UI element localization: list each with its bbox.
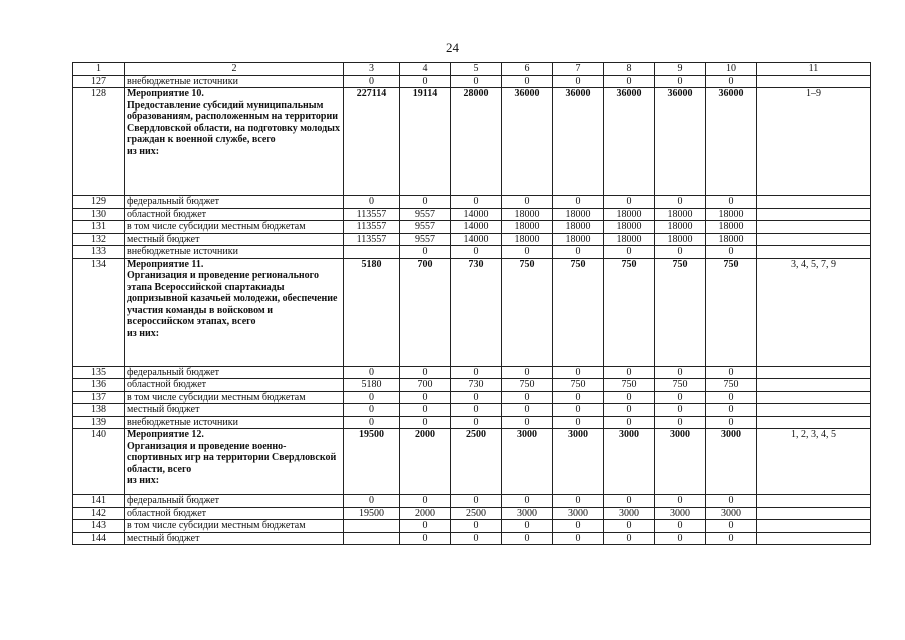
value-cell: 0 bbox=[344, 495, 400, 508]
value-cell: 730 bbox=[451, 258, 502, 366]
row-number-cell: 127 bbox=[73, 75, 125, 88]
value-cell: 0 bbox=[451, 366, 502, 379]
row-name-cell: федеральный бюджет bbox=[125, 196, 344, 209]
value-cell: 19500 bbox=[344, 429, 400, 495]
value-cell: 0 bbox=[400, 416, 451, 429]
value-cell: 36000 bbox=[502, 88, 553, 196]
value-cell: 730 bbox=[451, 379, 502, 392]
row-name-cell: Мероприятие 12. Организация и проведение военно-спортивных игр на территории Свердловской области, всего из них: bbox=[125, 429, 344, 495]
value-cell: 0 bbox=[502, 391, 553, 404]
value-cell: 0 bbox=[655, 366, 706, 379]
target-ref-cell: 1, 2, 3, 4, 5 bbox=[757, 429, 871, 495]
target-ref-cell bbox=[757, 75, 871, 88]
value-cell: 0 bbox=[604, 520, 655, 533]
row-name-cell: местный бюджет bbox=[125, 532, 344, 545]
value-cell: 0 bbox=[706, 404, 757, 417]
table-row bbox=[73, 429, 871, 495]
table-row bbox=[73, 391, 871, 404]
table-row bbox=[73, 233, 871, 246]
value-cell: 0 bbox=[604, 404, 655, 417]
value-cell: 0 bbox=[553, 532, 604, 545]
value-cell: 0 bbox=[604, 532, 655, 545]
value-cell: 0 bbox=[502, 75, 553, 88]
value-cell: 750 bbox=[502, 379, 553, 392]
value-cell: 14000 bbox=[451, 233, 502, 246]
table-row bbox=[73, 532, 871, 545]
column-header: 9 bbox=[655, 63, 706, 76]
value-cell: 36000 bbox=[553, 88, 604, 196]
value-cell: 18000 bbox=[655, 233, 706, 246]
value-cell: 3000 bbox=[502, 429, 553, 495]
value-cell: 3000 bbox=[502, 507, 553, 520]
row-name-cell: местный бюджет bbox=[125, 233, 344, 246]
value-cell: 0 bbox=[400, 391, 451, 404]
value-cell: 0 bbox=[706, 246, 757, 259]
value-cell: 113557 bbox=[344, 208, 400, 221]
value-cell: 0 bbox=[655, 532, 706, 545]
row-name-cell: федеральный бюджет bbox=[125, 495, 344, 508]
value-cell: 0 bbox=[706, 366, 757, 379]
row-number-cell: 135 bbox=[73, 366, 125, 379]
row-name-cell: в том числе субсидии местным бюджетам bbox=[125, 221, 344, 234]
column-header: 8 bbox=[604, 63, 655, 76]
table-row bbox=[73, 208, 871, 221]
value-cell: 113557 bbox=[344, 221, 400, 234]
value-cell: 18000 bbox=[655, 221, 706, 234]
row-number-cell: 128 bbox=[73, 88, 125, 196]
value-cell: 0 bbox=[655, 416, 706, 429]
target-ref-cell bbox=[757, 246, 871, 259]
value-cell: 2000 bbox=[400, 507, 451, 520]
table-header-row bbox=[73, 63, 871, 76]
value-cell: 750 bbox=[502, 258, 553, 366]
column-header: 6 bbox=[502, 63, 553, 76]
row-number-cell: 144 bbox=[73, 532, 125, 545]
value-cell: 19500 bbox=[344, 507, 400, 520]
table-row bbox=[73, 507, 871, 520]
value-cell: 3000 bbox=[706, 507, 757, 520]
value-cell: 0 bbox=[706, 416, 757, 429]
target-ref-cell bbox=[757, 196, 871, 209]
value-cell: 0 bbox=[655, 75, 706, 88]
target-ref-cell bbox=[757, 221, 871, 234]
value-cell: 3000 bbox=[604, 507, 655, 520]
value-cell: 0 bbox=[344, 416, 400, 429]
target-ref-cell bbox=[757, 507, 871, 520]
budget-table bbox=[72, 62, 871, 545]
row-number-cell: 140 bbox=[73, 429, 125, 495]
row-number-cell: 131 bbox=[73, 221, 125, 234]
value-cell: 0 bbox=[344, 75, 400, 88]
target-ref-cell: 1–9 bbox=[757, 88, 871, 196]
value-cell: 18000 bbox=[502, 233, 553, 246]
target-ref-cell bbox=[757, 208, 871, 221]
table-row bbox=[73, 379, 871, 392]
value-cell: 0 bbox=[451, 246, 502, 259]
value-cell: 0 bbox=[655, 196, 706, 209]
target-ref-cell bbox=[757, 366, 871, 379]
value-cell: 750 bbox=[706, 379, 757, 392]
value-cell: 0 bbox=[451, 532, 502, 545]
table-row bbox=[73, 258, 871, 366]
column-header: 11 bbox=[757, 63, 871, 76]
value-cell: 0 bbox=[400, 495, 451, 508]
value-cell: 0 bbox=[604, 391, 655, 404]
table-row bbox=[73, 75, 871, 88]
value-cell: 0 bbox=[451, 495, 502, 508]
value-cell: 700 bbox=[400, 258, 451, 366]
row-number-cell: 139 bbox=[73, 416, 125, 429]
value-cell: 18000 bbox=[553, 221, 604, 234]
value-cell bbox=[344, 246, 400, 259]
column-header: 3 bbox=[344, 63, 400, 76]
target-ref-cell bbox=[757, 404, 871, 417]
table-row bbox=[73, 196, 871, 209]
value-cell: 0 bbox=[502, 520, 553, 533]
value-cell: 0 bbox=[451, 196, 502, 209]
value-cell: 0 bbox=[400, 75, 451, 88]
value-cell: 0 bbox=[400, 520, 451, 533]
target-ref-cell bbox=[757, 391, 871, 404]
row-name-cell: внебюджетные источники bbox=[125, 246, 344, 259]
target-ref-cell bbox=[757, 520, 871, 533]
value-cell: 0 bbox=[451, 75, 502, 88]
value-cell: 18000 bbox=[604, 221, 655, 234]
value-cell: 9557 bbox=[400, 233, 451, 246]
table-row bbox=[73, 221, 871, 234]
value-cell: 18000 bbox=[502, 221, 553, 234]
value-cell: 14000 bbox=[451, 208, 502, 221]
row-name-cell: местный бюджет bbox=[125, 404, 344, 417]
value-cell: 3000 bbox=[553, 507, 604, 520]
value-cell: 0 bbox=[451, 520, 502, 533]
value-cell: 0 bbox=[400, 404, 451, 417]
column-header: 10 bbox=[706, 63, 757, 76]
row-number-cell: 141 bbox=[73, 495, 125, 508]
row-number-cell: 134 bbox=[73, 258, 125, 366]
value-cell: 9557 bbox=[400, 221, 451, 234]
value-cell: 3000 bbox=[655, 507, 706, 520]
value-cell: 113557 bbox=[344, 233, 400, 246]
value-cell: 750 bbox=[553, 379, 604, 392]
value-cell: 3000 bbox=[706, 429, 757, 495]
row-number-cell: 142 bbox=[73, 507, 125, 520]
value-cell: 0 bbox=[604, 416, 655, 429]
value-cell: 0 bbox=[604, 366, 655, 379]
row-number-cell: 133 bbox=[73, 246, 125, 259]
row-name-cell: внебюджетные источники bbox=[125, 416, 344, 429]
value-cell: 5180 bbox=[344, 379, 400, 392]
value-cell: 36000 bbox=[706, 88, 757, 196]
table-row bbox=[73, 366, 871, 379]
table-row bbox=[73, 495, 871, 508]
column-header: 5 bbox=[451, 63, 502, 76]
row-number-cell: 130 bbox=[73, 208, 125, 221]
value-cell: 36000 bbox=[655, 88, 706, 196]
value-cell: 0 bbox=[604, 495, 655, 508]
value-cell: 3000 bbox=[655, 429, 706, 495]
value-cell: 18000 bbox=[706, 233, 757, 246]
value-cell: 0 bbox=[502, 495, 553, 508]
value-cell: 750 bbox=[604, 258, 655, 366]
value-cell: 28000 bbox=[451, 88, 502, 196]
value-cell: 750 bbox=[655, 379, 706, 392]
target-ref-cell bbox=[757, 416, 871, 429]
row-name-cell: федеральный бюджет bbox=[125, 366, 344, 379]
target-ref-cell bbox=[757, 532, 871, 545]
value-cell: 5180 bbox=[344, 258, 400, 366]
table-row bbox=[73, 246, 871, 259]
value-cell: 0 bbox=[655, 391, 706, 404]
value-cell: 0 bbox=[400, 246, 451, 259]
value-cell: 0 bbox=[604, 246, 655, 259]
row-number-cell: 136 bbox=[73, 379, 125, 392]
page-number: 24 bbox=[446, 40, 459, 55]
value-cell: 0 bbox=[344, 366, 400, 379]
value-cell: 0 bbox=[400, 196, 451, 209]
value-cell: 3000 bbox=[604, 429, 655, 495]
value-cell: 750 bbox=[706, 258, 757, 366]
table-row bbox=[73, 520, 871, 533]
value-cell: 0 bbox=[706, 532, 757, 545]
row-name-cell: областной бюджет bbox=[125, 379, 344, 392]
value-cell: 750 bbox=[604, 379, 655, 392]
value-cell: 227114 bbox=[344, 88, 400, 196]
row-number-cell: 143 bbox=[73, 520, 125, 533]
row-name-cell: областной бюджет bbox=[125, 507, 344, 520]
value-cell: 0 bbox=[502, 196, 553, 209]
value-cell: 750 bbox=[553, 258, 604, 366]
column-header: 4 bbox=[400, 63, 451, 76]
value-cell: 700 bbox=[400, 379, 451, 392]
row-number-cell: 132 bbox=[73, 233, 125, 246]
value-cell: 0 bbox=[553, 196, 604, 209]
value-cell: 36000 bbox=[604, 88, 655, 196]
value-cell: 0 bbox=[400, 532, 451, 545]
value-cell: 0 bbox=[502, 246, 553, 259]
value-cell: 0 bbox=[502, 366, 553, 379]
value-cell: 750 bbox=[655, 258, 706, 366]
value-cell: 0 bbox=[553, 246, 604, 259]
value-cell: 0 bbox=[706, 391, 757, 404]
value-cell: 3000 bbox=[553, 429, 604, 495]
value-cell: 18000 bbox=[706, 221, 757, 234]
row-name-cell: Мероприятие 11. Организация и проведение регионального этапа Всероссийской спартакиады допризывной казачьей молодежи, обеспечение участия команды в войсковом и всероссийском этапах, всего из них: bbox=[125, 258, 344, 366]
row-number-cell: 129 bbox=[73, 196, 125, 209]
value-cell: 0 bbox=[502, 416, 553, 429]
value-cell: 0 bbox=[706, 520, 757, 533]
value-cell: 0 bbox=[706, 75, 757, 88]
value-cell: 0 bbox=[451, 404, 502, 417]
value-cell: 9557 bbox=[400, 208, 451, 221]
table-row bbox=[73, 404, 871, 417]
value-cell: 18000 bbox=[706, 208, 757, 221]
value-cell: 0 bbox=[344, 196, 400, 209]
value-cell: 0 bbox=[502, 532, 553, 545]
value-cell: 0 bbox=[706, 495, 757, 508]
value-cell: 0 bbox=[553, 366, 604, 379]
value-cell: 0 bbox=[553, 416, 604, 429]
row-name-cell: внебюджетные источники bbox=[125, 75, 344, 88]
value-cell: 2000 bbox=[400, 429, 451, 495]
value-cell bbox=[344, 532, 400, 545]
value-cell: 0 bbox=[553, 404, 604, 417]
value-cell: 0 bbox=[344, 404, 400, 417]
value-cell: 0 bbox=[400, 366, 451, 379]
value-cell: 18000 bbox=[604, 208, 655, 221]
value-cell: 0 bbox=[553, 75, 604, 88]
target-ref-cell: 3, 4, 5, 7, 9 bbox=[757, 258, 871, 366]
target-ref-cell bbox=[757, 379, 871, 392]
value-cell: 2500 bbox=[451, 507, 502, 520]
value-cell: 0 bbox=[451, 391, 502, 404]
value-cell: 0 bbox=[553, 391, 604, 404]
value-cell: 0 bbox=[655, 495, 706, 508]
value-cell: 0 bbox=[502, 404, 553, 417]
value-cell: 2500 bbox=[451, 429, 502, 495]
value-cell: 18000 bbox=[553, 208, 604, 221]
column-header: 1 bbox=[73, 63, 125, 76]
value-cell: 0 bbox=[344, 391, 400, 404]
table-row bbox=[73, 416, 871, 429]
value-cell: 0 bbox=[655, 246, 706, 259]
target-ref-cell bbox=[757, 495, 871, 508]
value-cell: 14000 bbox=[451, 221, 502, 234]
row-name-cell: Мероприятие 10. Предоставление субсидий муниципальным образованиям, расположенным на территории Свердловской области, на подготовку молодых граждан к военной службе, всего из них: bbox=[125, 88, 344, 196]
value-cell: 0 bbox=[655, 404, 706, 417]
value-cell: 0 bbox=[451, 416, 502, 429]
row-number-cell: 137 bbox=[73, 391, 125, 404]
value-cell: 18000 bbox=[553, 233, 604, 246]
row-number-cell: 138 bbox=[73, 404, 125, 417]
column-header: 2 bbox=[125, 63, 344, 76]
value-cell: 0 bbox=[553, 520, 604, 533]
value-cell: 18000 bbox=[604, 233, 655, 246]
value-cell: 18000 bbox=[502, 208, 553, 221]
value-cell: 0 bbox=[553, 495, 604, 508]
row-name-cell: в том числе субсидии местным бюджетам bbox=[125, 391, 344, 404]
value-cell: 0 bbox=[706, 196, 757, 209]
column-header: 7 bbox=[553, 63, 604, 76]
row-name-cell: в том числе субсидии местным бюджетам bbox=[125, 520, 344, 533]
value-cell bbox=[344, 520, 400, 533]
value-cell: 0 bbox=[604, 75, 655, 88]
value-cell: 0 bbox=[604, 196, 655, 209]
value-cell: 19114 bbox=[400, 88, 451, 196]
target-ref-cell bbox=[757, 233, 871, 246]
value-cell: 18000 bbox=[655, 208, 706, 221]
table-row bbox=[73, 88, 871, 196]
value-cell: 0 bbox=[655, 520, 706, 533]
row-name-cell: областной бюджет bbox=[125, 208, 344, 221]
